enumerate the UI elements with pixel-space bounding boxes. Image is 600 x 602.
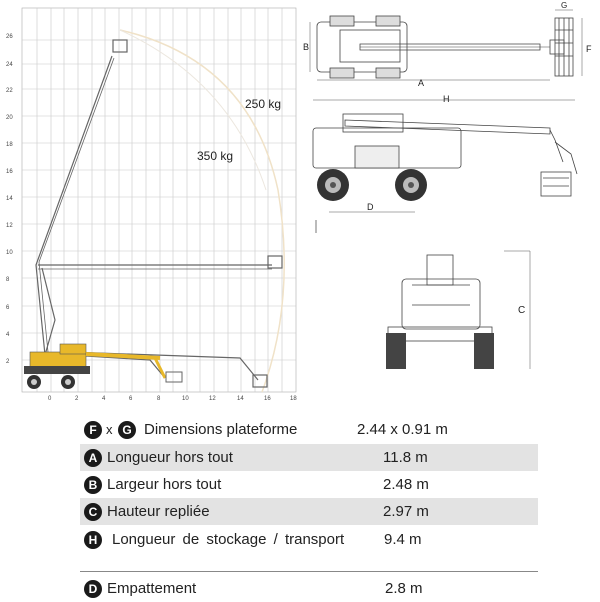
working-range-chart	[0, 0, 305, 405]
spec-value: 2.48 m	[383, 476, 429, 493]
side-view-drawing	[305, 90, 600, 240]
y-tick: 6	[6, 305, 10, 311]
badge-A: A	[84, 449, 102, 467]
envelope-250kg	[120, 30, 284, 392]
x-tick: 14	[237, 396, 244, 402]
y-tick: 20	[6, 115, 13, 121]
times-sign: x	[106, 422, 113, 437]
x-tick: 4	[102, 396, 106, 402]
y-tick: 8	[6, 277, 10, 283]
spec-row-H	[80, 526, 538, 553]
front-view-drawing	[380, 245, 600, 375]
top-view-drawing	[300, 0, 600, 90]
x-tick: 0	[48, 396, 52, 402]
spec-row-D	[80, 575, 538, 602]
badge-C: C	[84, 503, 102, 521]
x-tick: 10	[182, 396, 189, 402]
separator	[80, 571, 538, 572]
y-tick: 22	[6, 88, 13, 94]
x-tick: 18	[290, 396, 297, 402]
spec-value: 2.97 m	[383, 503, 429, 520]
badge-G: G	[118, 421, 136, 439]
x-tick: 6	[129, 396, 133, 402]
spec-row-platform	[80, 417, 538, 444]
spec-label: Dimensions plateforme	[144, 421, 298, 438]
dim-A: A	[418, 78, 425, 88]
dim-G: G	[561, 1, 568, 10]
spec-value: 2.8 m	[385, 580, 423, 597]
badge-B: B	[84, 476, 102, 494]
spec-label: Longueur hors tout	[107, 449, 233, 466]
dim-D: D	[367, 202, 374, 212]
spec-row-B	[80, 471, 538, 498]
y-tick: 2	[6, 359, 10, 365]
basket-horizontal	[268, 256, 282, 268]
chart-grid	[22, 8, 296, 392]
badge-D: D	[84, 580, 102, 598]
wheels	[317, 169, 427, 201]
dim-F: F	[586, 44, 592, 54]
spec-row-C	[80, 498, 538, 525]
spec-label: Empattement	[107, 580, 197, 597]
y-tick: 24	[6, 62, 13, 68]
spec-label: Longueur de stockage / transport	[112, 531, 345, 548]
y-tick-labels	[6, 34, 13, 365]
spec-value: 2.44 x 0.91 m	[357, 421, 448, 438]
y-tick: 26	[6, 34, 13, 40]
y-tick: 14	[6, 196, 13, 202]
load-label-350: 350 kg	[197, 149, 234, 163]
x-tick: 16	[264, 396, 271, 402]
y-tick: 18	[6, 142, 13, 148]
dim-C: C	[518, 305, 526, 316]
y-tick: 10	[6, 250, 13, 256]
basket-top	[113, 40, 127, 52]
load-label-250: 250 kg	[245, 97, 282, 111]
y-tick: 4	[6, 332, 10, 338]
spec-label: Hauteur repliée	[107, 503, 210, 520]
x-tick: 12	[209, 396, 216, 402]
x-tick: 2	[75, 396, 79, 402]
dim-B: B	[303, 42, 310, 52]
badge-F: F	[84, 421, 102, 439]
dim-H: H	[443, 94, 450, 104]
spec-row-A	[80, 444, 538, 471]
y-tick: 12	[6, 223, 13, 229]
spec-value: 11.8 m	[383, 449, 428, 466]
spec-label: Largeur hors tout	[107, 476, 222, 493]
x-tick-labels	[48, 396, 297, 402]
boom-positions	[36, 40, 282, 387]
y-tick: 16	[6, 169, 13, 175]
spec-value: 9.4 m	[384, 531, 422, 548]
badge-H: H	[84, 531, 102, 549]
x-tick: 8	[157, 396, 161, 402]
front-tracks	[386, 333, 494, 369]
